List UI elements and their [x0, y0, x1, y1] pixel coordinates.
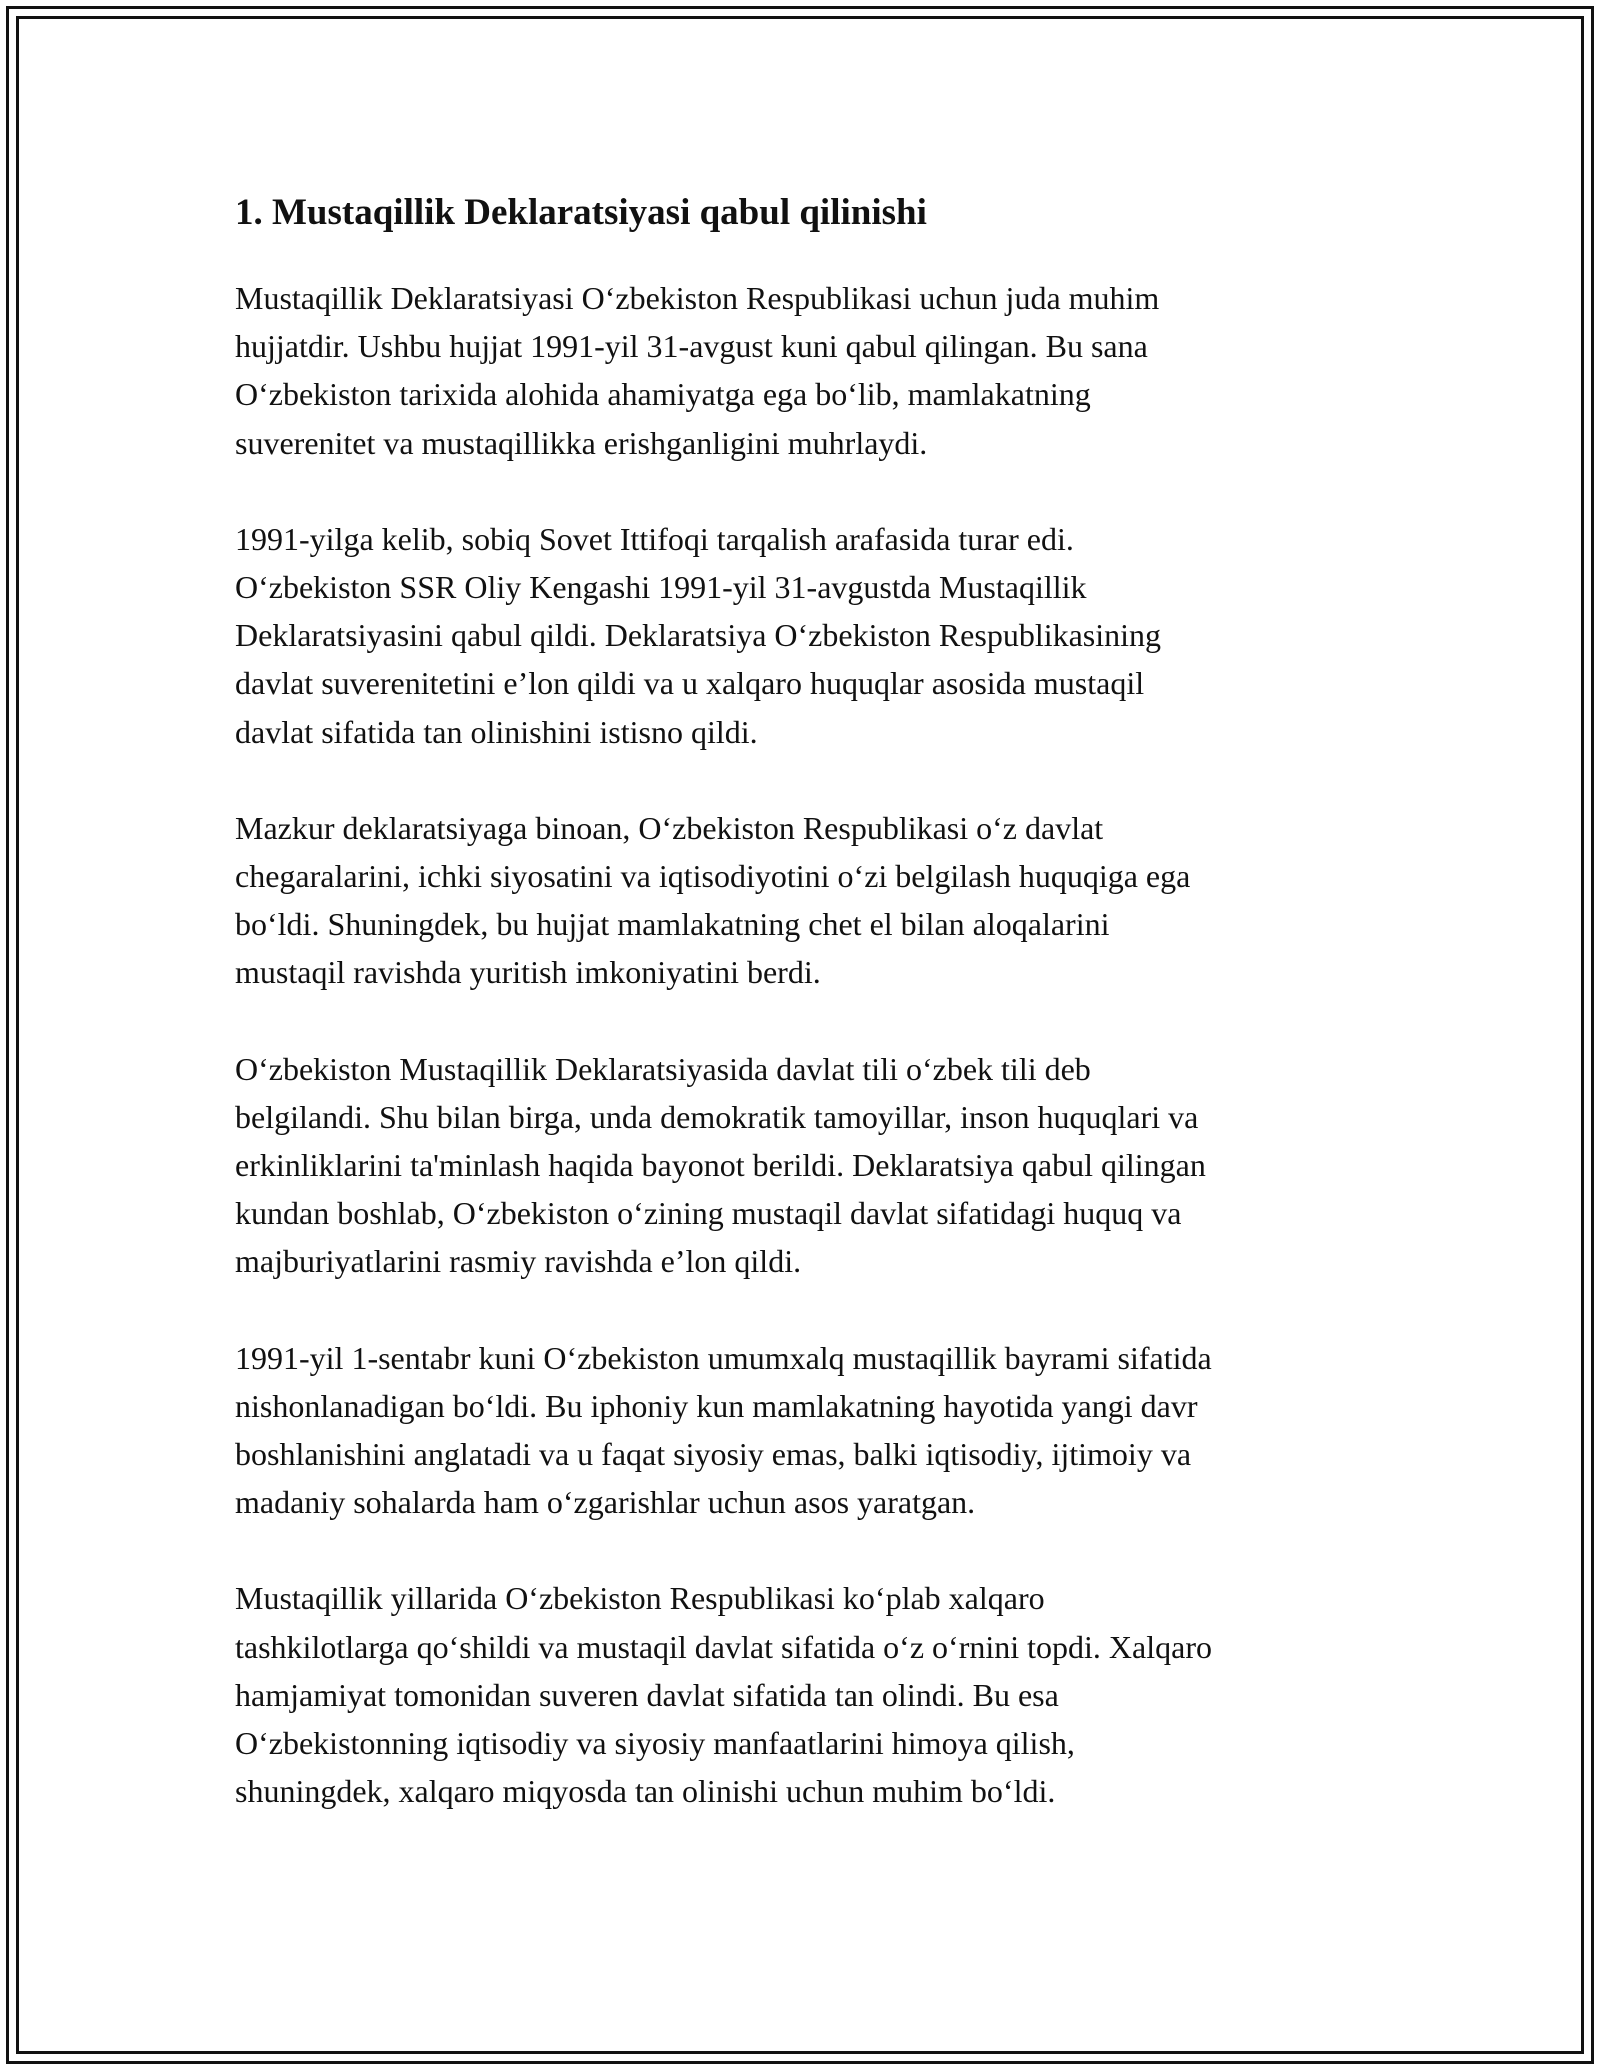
text-line: hujjatdir. Ushbu hujjat 1991-yil 31-avgust kuni qabul qilingan. Bu sana: [235, 328, 1148, 365]
text-line: Deklaratsiyasini qabul qildi. Deklaratsiya O‘zbekiston Respublikasining: [235, 617, 1162, 654]
text-line: madaniy sohalarda ham o‘zgarishlar uchun asos yaratgan.: [235, 1484, 976, 1521]
text-line: boshlanishini anglatadi va u faqat siyosiy emas, balki iqtisodiy, ijtimoiy va: [235, 1436, 1192, 1473]
document-body: [235, 186, 1375, 1863]
text-line: 1991-yil 1-sentabr kuni O‘zbekiston umumxalq mustaqillik bayrami sifatida: [235, 1339, 1212, 1376]
paragraph-6: [235, 1574, 1375, 1815]
text-line: bo‘ldi. Shuningdek, bu hujjat mamlakatning chet el bilan aloqalarini: [235, 906, 1110, 943]
text-line: O‘zbekiston SSR Oliy Kengashi 1991-yil 31-avgustda Mustaqillik: [235, 569, 1087, 606]
text-line: Mustaqillik Deklaratsiyasi O‘zbekiston Respublikasi uchun juda muhim: [235, 280, 1160, 316]
text-line: O‘zbekiston tarixida alohida ahamiyatga ega bo‘lib, mamlakatning: [235, 376, 1091, 413]
text-line: chegaralarini, ichki siyosatini va iqtisodiyotini o‘zi belgilash huquqiga ega: [235, 858, 1191, 895]
paragraph-list: [235, 274, 1375, 1815]
paragraph-1: [235, 274, 1375, 467]
text-line: majburiyatlarini rasmiy ravishda e’lon qildi.: [235, 1243, 802, 1280]
text-line: shuningdek, xalqaro miqyosda tan olinishi uchun muhim bo‘ldi.: [235, 1773, 1056, 1810]
text-line: O‘zbekiston Mustaqillik Deklaratsiyasida davlat tili o‘zbek tili deb: [235, 1050, 1091, 1087]
paragraph-2: [235, 515, 1375, 756]
text-line: davlat suverenitetini e’lon qildi va u xalqaro huquqlar asosida mustaqil: [235, 665, 1145, 702]
text-line: mustaqil ravishda yuritish imkoniyatini berdi.: [235, 954, 821, 991]
text-line: erkinliklarini ta'minlash haqida bayonot berildi. Deklaratsiya qabul qilingan: [235, 1147, 1206, 1184]
section-heading: 1. Mustaqillik Deklaratsiyasi qabul qilinishi: [235, 192, 927, 233]
text-line: Mustaqillik yillarida O‘zbekiston Respublikasi ko‘plab xalqaro: [235, 1580, 1045, 1617]
text-line: belgilandi. Shu bilan birga, unda demokratik tamoyillar, inson huquqlari va: [235, 1098, 1199, 1135]
text-line: davlat sifatida tan olinishini istisno qildi.: [235, 713, 758, 750]
text-line: kundan boshlab, O‘zbekiston o‘zining mustaqil davlat sifatidagi huquq va: [235, 1195, 1182, 1232]
text-line: tashkilotlarga qo‘shildi va mustaqil davlat sifatida o‘z o‘rnini topdi. Xalqaro: [235, 1628, 1212, 1665]
text-line: Mazkur deklaratsiyaga binoan, O‘zbekiston Respublikasi o‘z davlat: [235, 809, 1104, 846]
text-line: 1991-yilga kelib, sobiq Sovet Ittifoqi tarqalish arafasida turar edi.: [235, 520, 1074, 557]
paragraph-4: [235, 1045, 1375, 1286]
text-line: nishonlanadigan bo‘ldi. Bu iphoniy kun mamlakatning hayotida yangi davr: [235, 1387, 1198, 1424]
text-line: suverenitet va mustaqillikka erishganligini muhrlaydi.: [235, 424, 928, 461]
text-line: O‘zbekistonning iqtisodiy va siyosiy manfaatlarini himoya qilish,: [235, 1725, 1075, 1762]
paragraph-5: [235, 1334, 1375, 1527]
paragraph-3: [235, 804, 1375, 997]
text-line: hamjamiyat tomonidan suveren davlat sifatida tan olindi. Bu esa: [235, 1676, 1059, 1713]
